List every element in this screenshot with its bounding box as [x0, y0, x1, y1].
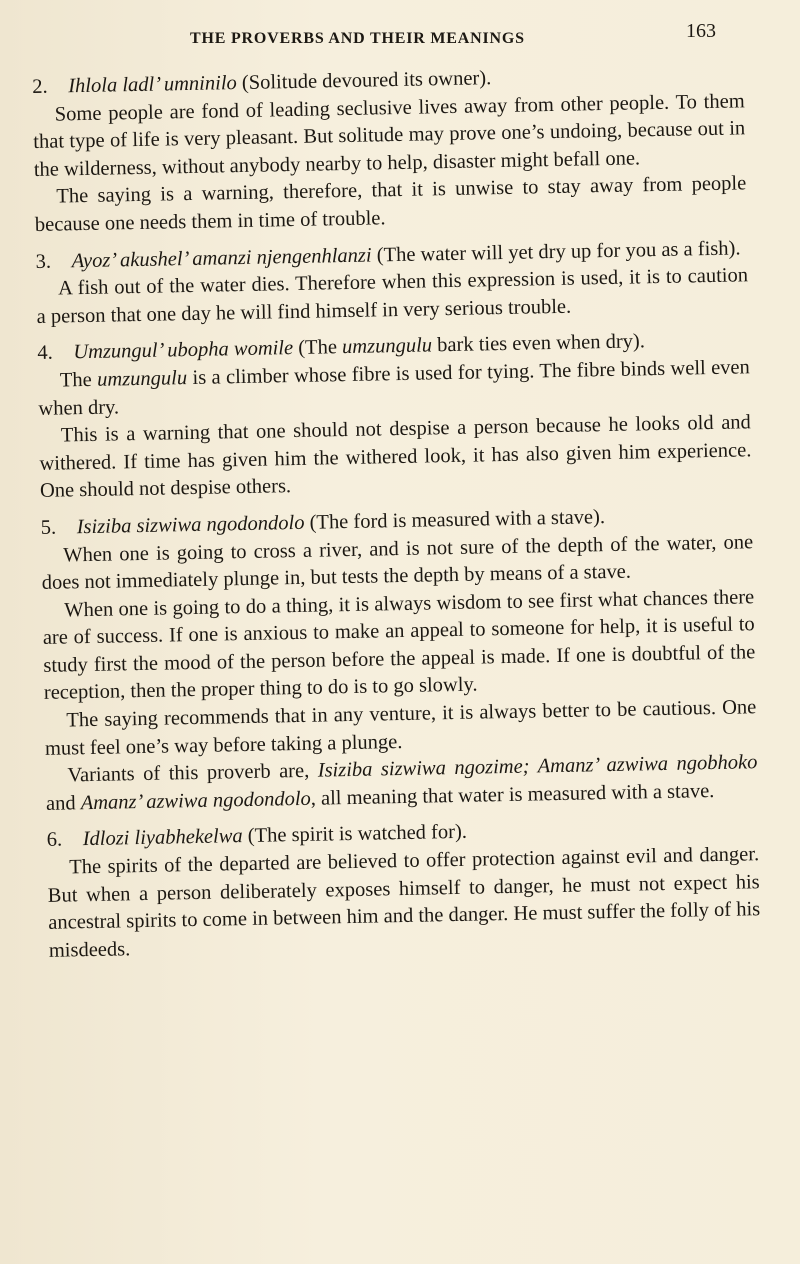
explanation-paragraph: The spirits of the departed are believed to offer protection against evil and danger. But when a person deliberately exposes himself to danger, he must not expect his ancestral spirits to come in between him and the danger. He must suffer the folly of his misdeeds.: [47, 843, 761, 962]
proverb-translation: (The ford is measured with a stave).: [309, 505, 606, 534]
proverb-entry-6: [46, 814, 761, 966]
paragraph-text: Variants of this proverb are,: [67, 760, 310, 787]
proverb-number: 5.: [40, 516, 57, 539]
proverb-number: 4.: [37, 341, 53, 365]
paragraph-text: The: [59, 368, 92, 392]
proverb-translation: (The spirit is watched for).: [247, 821, 468, 848]
explanation-paragraph: The saying is a warning, therefore, that it is unwise to stay away from people because one needs them in time of trouble.: [34, 172, 747, 236]
paragraph-text: is a climber whose fibre is used for tying. The fibre binds well even when dry.: [38, 356, 751, 420]
proverb-entry-5: [40, 501, 758, 818]
proverb-entry-4: [37, 327, 752, 506]
explanation-paragraph: When one is going to cross a river, and is not sure of the depth of the water, one does not immediately plunge in, but tests the depth by means of a stave.: [41, 530, 754, 594]
proverb-translation: (The water will yet dry up for you as a fish).: [376, 236, 741, 266]
proverb-text: Ihlola ladl’ umninilo: [68, 72, 237, 98]
page-body: [32, 60, 761, 974]
proverb-number: 2.: [32, 75, 48, 98]
proverb-translation-pre: (The: [298, 336, 338, 360]
proverb-entry-3: [35, 235, 748, 331]
proverb-number: 6.: [46, 829, 63, 852]
proverb-translation-term: umzungulu: [341, 334, 433, 359]
variant-proverbs: Isiziba sizwiwa ngozime; Amanz’ azwiwa ngobhoko: [317, 751, 758, 782]
explanation-paragraph: Some people are fond of leading seclusive lives away from other people. To them that type of life is very pleasant. But solitude may prove one’s undoing, because out in the wilderness, without anybody nearby to help, disaster might befall one.: [33, 89, 746, 181]
paragraph-text: and: [45, 792, 76, 815]
page-number: 163: [686, 20, 716, 42]
proverb-translation-post: bark ties even when dry).: [436, 330, 646, 357]
proverb-entry-2: [32, 60, 747, 239]
proverb-text: Umzungul’ ubopha womile: [73, 337, 294, 364]
proverb-text: Isiziba sizwiwa ngodondolo: [76, 511, 305, 539]
proverb-text: Idlozi liyabhekelwa: [82, 825, 243, 851]
explanation-paragraph: A fish out of the water dies. Therefore when this expression is used, it is to caution a person that one day he will find himself in very serious trouble.: [36, 264, 749, 328]
running-head: THE PROVERBS AND THEIR MEANINGS: [190, 30, 525, 47]
explanation-paragraph: When one is going to do a thing, it is always wisdom to see first what chances there are of success. If one is anxious to make an appeal to someone for help, it is useful to study first the mood of the person before the appeal is made. If one is doubtful of the reception, then the proper thing to do is to go slowly.: [42, 585, 756, 705]
variant-proverb: Amanz’ azwiwa ngodondolo: [80, 787, 311, 815]
proverb-number: 3.: [35, 250, 52, 273]
proverb-text: Ayoz’ akushel’ amanzi njengenhlanzi: [71, 244, 372, 272]
explanation-paragraph: This is a warning that one should not despise a person because he looks old and withered. If time has given him the withered look, it has also given him experience. One should not despise others.: [39, 411, 752, 503]
proverb-translation: (Solitude devoured its owner).: [241, 67, 492, 94]
paragraph-text: , all meaning that water is measured with a stave.: [310, 779, 715, 810]
explanation-paragraph: The saying recommends that in any venture, it is always better to be cautious. One must feel one’s way before taking a plunge.: [44, 696, 757, 760]
paragraph-term: umzungulu: [96, 367, 188, 391]
